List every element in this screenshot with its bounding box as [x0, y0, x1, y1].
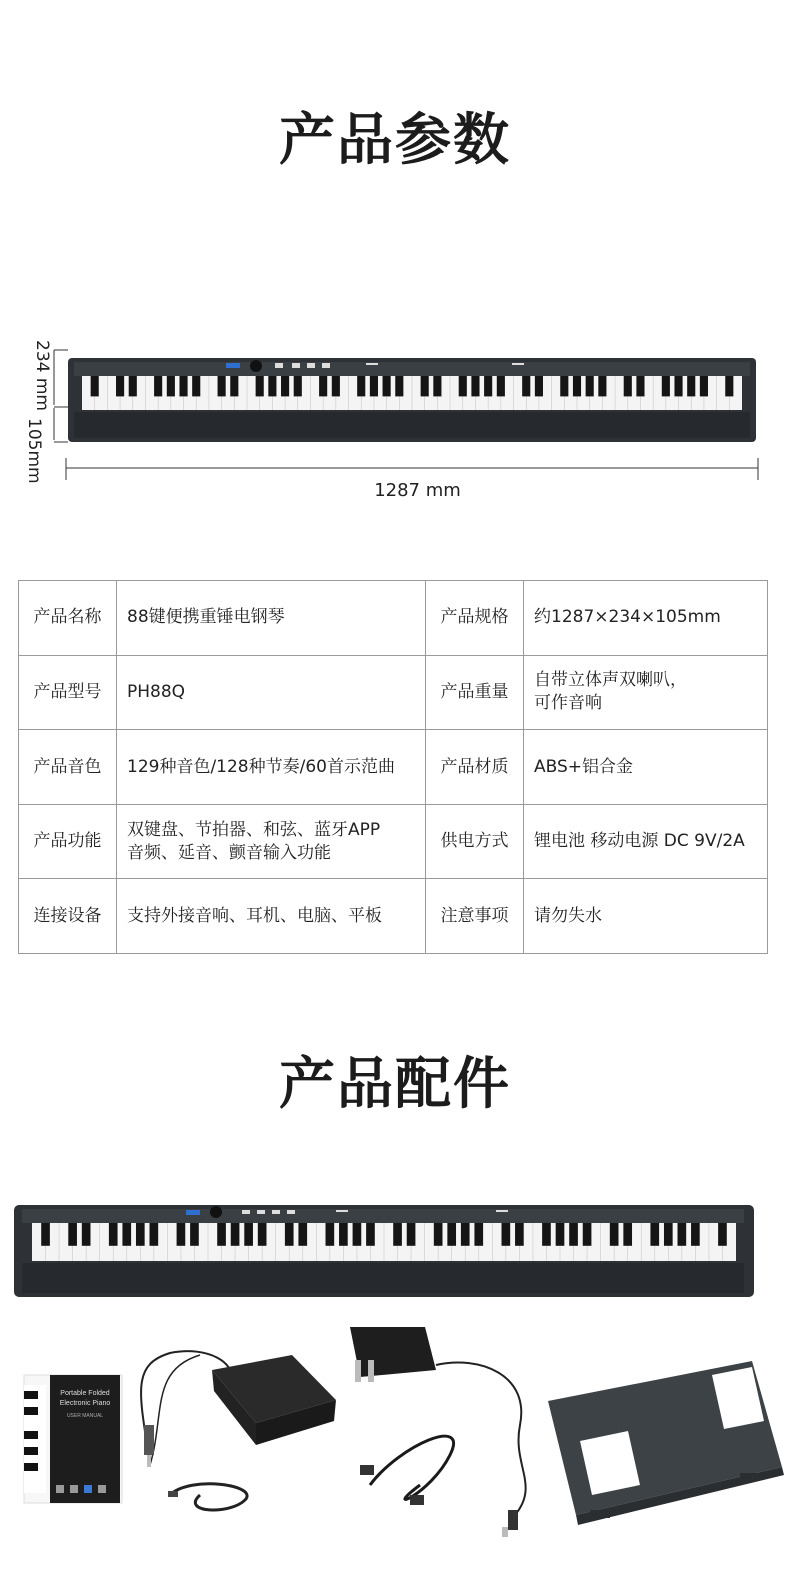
section-title-accessories: 产品配件 — [279, 1052, 511, 1117]
spec-key: 供电方式 — [426, 804, 524, 879]
spec-value-line: 双键盘、节拍器、和弦、蓝牙APP — [127, 819, 381, 840]
spec-key: 产品名称 — [19, 581, 117, 656]
spec-table — [18, 580, 768, 954]
spec-value: 129种音色/128种节奏/60首示范曲 — [117, 730, 426, 805]
spec-key: 产品重量 — [426, 655, 524, 730]
spec-value — [524, 655, 768, 730]
dimension-height-label: 234 mm — [32, 340, 52, 411]
table-row — [19, 879, 768, 954]
manual-title-line: Electronic Piano — [59, 1400, 111, 1407]
spec-key: 连接设备 — [19, 879, 117, 954]
spec-value-line: 自带立体声双喇叭， — [534, 670, 687, 691]
section-title-params: 产品参数 — [279, 108, 511, 173]
spec-value: 88键便携重锤电钢琴 — [117, 581, 426, 656]
spec-value-line: 音频、延音、颤音输入功能 — [127, 842, 331, 863]
spec-value: ABS+铝合金 — [524, 730, 768, 805]
usb-cable-coil-image — [360, 1436, 454, 1505]
spec-key: 产品音色 — [19, 730, 117, 805]
music-stand-image — [548, 1361, 784, 1525]
table-row — [19, 804, 768, 879]
spec-key: 注意事项 — [426, 879, 524, 954]
spec-value: 支持外接音响、耳机、电脑、平板 — [117, 879, 426, 954]
spec-value: 约1287×234×105mm — [524, 581, 768, 656]
accessories-drawing — [0, 1195, 790, 1575]
piano-dimension-drawing — [0, 330, 790, 480]
table-row — [19, 730, 768, 805]
spec-value: PH88Q — [117, 655, 426, 730]
spec-key: 产品功能 — [19, 804, 117, 879]
spec-value — [117, 804, 426, 879]
spec-key: 产品规格 — [426, 581, 524, 656]
dimension-length-label: 1287 mm — [374, 480, 461, 501]
user-manual-image — [24, 1375, 122, 1503]
dimension-depth-label: 105mm — [24, 418, 44, 484]
spec-value: 请勿失水 — [524, 879, 768, 954]
manual-subtitle: USER MANUAL — [66, 1413, 104, 1419]
piano-dimension-figure — [0, 330, 790, 510]
table-row — [19, 581, 768, 656]
table-row — [19, 655, 768, 730]
piano-image — [14, 1205, 754, 1297]
power-adapter-image — [350, 1327, 526, 1537]
spec-value: 锂电池 移动电源 DC 9V/2A — [524, 804, 768, 879]
manual-title-line: Portable Folded — [60, 1390, 110, 1397]
spec-key: 产品型号 — [19, 655, 117, 730]
spec-value-line: 可作音响 — [534, 693, 602, 714]
piano-illustration — [68, 358, 756, 442]
spec-key: 产品材质 — [426, 730, 524, 805]
sustain-pedal-image — [141, 1351, 336, 1467]
usb-cable-image — [168, 1484, 247, 1510]
accessories-illustration — [0, 1195, 790, 1575]
